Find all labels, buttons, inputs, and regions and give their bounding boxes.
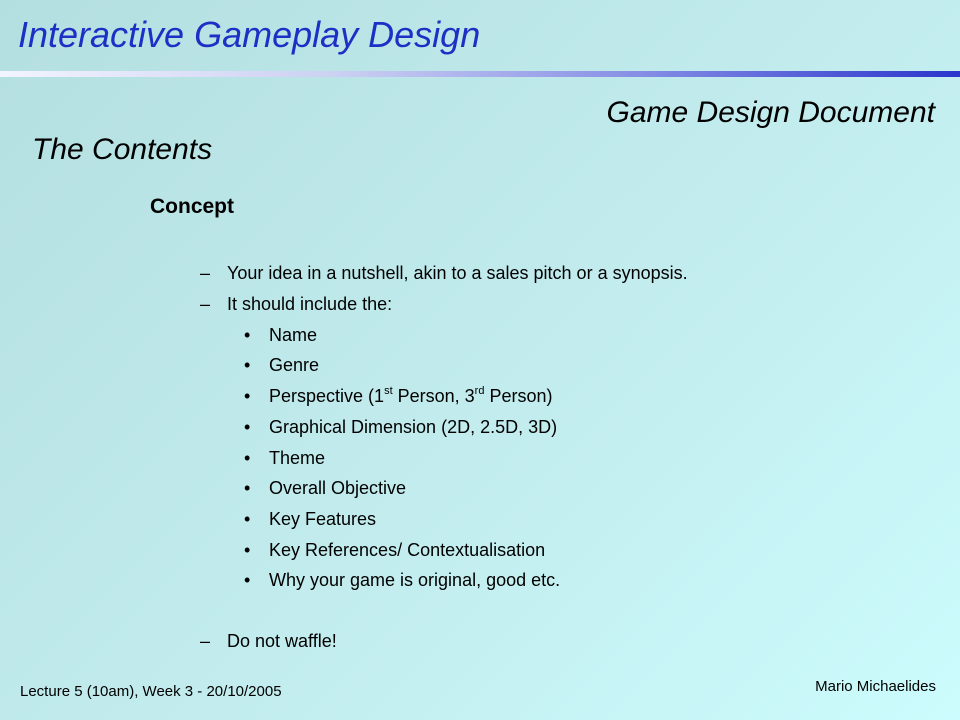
dash-item-text: Do not waffle! xyxy=(227,631,337,651)
footer-author: Mario Michaelides xyxy=(815,678,936,695)
bullet-mark: • xyxy=(244,478,251,498)
bullet-text: Theme xyxy=(269,448,326,468)
deck-title: Interactive Gameplay Design xyxy=(18,14,481,55)
dash-mark: – xyxy=(200,294,211,314)
bullet-item-key-references xyxy=(244,540,545,561)
ordinal-suffix: rd xyxy=(474,385,485,397)
concept-heading: Concept xyxy=(150,195,234,218)
bullet-item-perspective xyxy=(244,386,552,407)
bullet-mark: • xyxy=(244,355,251,375)
bullet-item-key-features xyxy=(244,509,376,530)
bullet-item-genre xyxy=(244,355,319,376)
dash-item-include xyxy=(200,294,392,315)
bullet-text: Key References/ Contextualisation xyxy=(269,540,546,560)
bullet-mark: • xyxy=(244,540,251,560)
bullet-text: Why your game is original, good etc. xyxy=(269,570,561,590)
bullet-mark: • xyxy=(244,386,251,406)
dash-item-summary xyxy=(200,263,688,284)
bullet-text: Graphical Dimension (2D, 2.5D, 3D) xyxy=(269,417,558,437)
bullet-item-originality xyxy=(244,570,560,591)
ordinal-suffix: st xyxy=(384,385,393,397)
bullet-item-name xyxy=(244,325,317,346)
bullet-text: Overall Objective xyxy=(269,478,407,498)
dash-mark: – xyxy=(200,631,211,651)
footer-lecture-info: Lecture 5 (10am), Week 3 - 20/10/2005 xyxy=(20,683,282,700)
bullet-item-overall-objective xyxy=(244,478,406,499)
bullet-mark: • xyxy=(244,570,251,590)
slide-title: Game Design Document xyxy=(606,96,935,129)
bullet-item-theme xyxy=(244,448,325,469)
section-title: The Contents xyxy=(32,133,213,166)
bullet-text-middle: Person, 3 xyxy=(392,386,475,406)
bullet-mark: • xyxy=(244,417,251,437)
bullet-text: Genre xyxy=(269,355,320,375)
bullet-mark: • xyxy=(244,448,251,468)
header-divider xyxy=(0,71,960,77)
dash-mark: – xyxy=(200,263,211,283)
bullet-mark: • xyxy=(244,325,251,345)
bullet-text-prefix: Perspective (1 xyxy=(269,386,385,406)
dash-item-text: It should include the: xyxy=(227,294,393,314)
bullet-text-suffix: Person) xyxy=(484,386,553,406)
bullet-text: Name xyxy=(269,325,318,345)
bullet-text: Key Features xyxy=(269,509,377,529)
dash-item-text: Your idea in a nutshell, akin to a sales pitch or a synopsis. xyxy=(227,263,688,283)
dash-item-waffle xyxy=(200,631,337,652)
bullet-mark: • xyxy=(244,509,251,529)
bullet-item-graphical-dimension xyxy=(244,417,557,438)
